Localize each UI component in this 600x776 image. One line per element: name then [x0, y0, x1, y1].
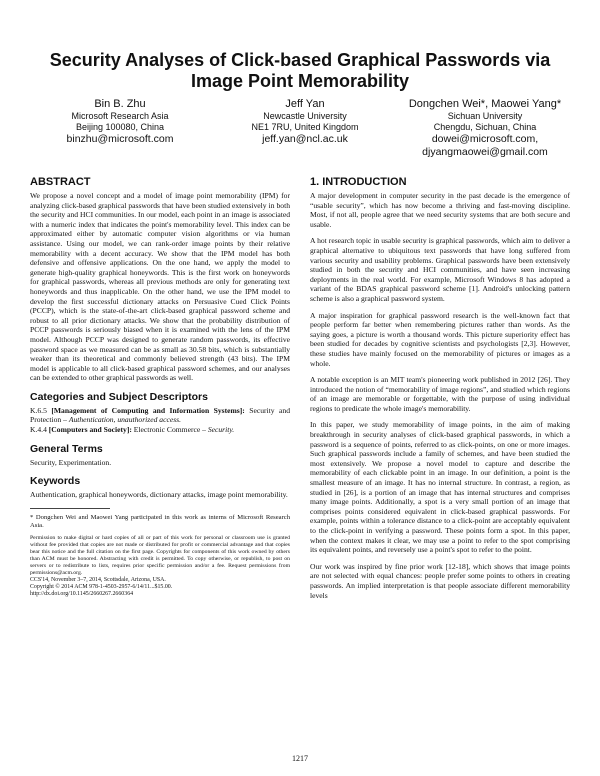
author-name: Jeff Yan [285, 98, 325, 110]
permission-notice: Permission to make digital or hard copies of all or part of this work for personal or classroom use is granted without fee provided that copies are not made or distributed for profit or commercial advantage and that copies bear this notice and the full citation on the first page. Copyrights for components of this work owned by others than ACM must be honored. Abstracting with credit is permitted. To copy otherwise, or republish, to post on servers or to redistribute to lists, requires prior specific permission and/or a fee. Request permissions from permissions@acm.org. [30, 535, 290, 576]
keywords-section [30, 475, 290, 500]
citation-copyright: Copyright © 2014 ACM 978-1-4503-2957-6/14/11...$15.00. [30, 583, 173, 590]
page-number: 1217 [292, 754, 308, 763]
author-name: Bin B. Zhu [94, 98, 146, 110]
author-address: Chengdu, Sichuan, China [433, 122, 537, 132]
author-address: NE1 7RU, United Kingdom [251, 122, 359, 132]
general-terms-text: Security, Experimentation. [30, 457, 112, 467]
category-code: K.6.5 [30, 405, 47, 415]
category-italic: Security. [207, 425, 235, 435]
author-block-2 [225, 98, 385, 146]
category-k44 [30, 425, 290, 435]
abstract-heading: ABSTRACT [30, 176, 91, 188]
author-address: Beijing 100080, China [75, 122, 165, 132]
intro-heading: 1. INTRODUCTION [310, 176, 407, 188]
intro-paragraph: In this paper, we study memorability of image points, in the aim of making breakthrough in security analyses of click-based graphical passwords, in which a password is a sequence of points, referred to as click-points, on one or more images. Such graphical passwords include a family of schemes, and have been studied the most extensively. We propose a novel model to capture and describe the memorability of each clickable point in an image. In our definition, a point is the smallest measure of an image. It has no internal structure. In contrast, a region, as studied in [26], is a portion of an image that has internal structures and comprises many image points. Additionally, a spot is a very small portion of an image that comprises points considered equivalent in click-based graphical passwords. For example, points within a tolerance distance to a click-point are acceptably equivalent to the click-point in verifying a password. These points form a spot. In this paper, when the context makes it clear, we may use a point to refer to the spot comprising its equivalent points, and reversely use a point's spot to refer to the point. [310, 420, 570, 555]
keywords-heading: Keywords [30, 475, 81, 488]
category-title: [Computers and Society]: [48, 425, 132, 435]
intro-paragraph: A major development in computer security in the past decade is the emergence of “usable security”, which has now become a thriving and fast-moving discipline. Most, if not all, people agree that we need security systems that are both secure and usable. [310, 191, 570, 229]
author-email[interactable]: jeff.yan@ncl.ac.uk [262, 133, 348, 145]
intern-footnote: * Dongchen Wei and Maowei Yang participated in this work as interns of Microsoft Research Asia. [30, 513, 290, 530]
categories-heading: Categories and Subject Descriptors [30, 390, 208, 403]
citation-venue: CCS'14, November 3–7, 2014, Scottsdale, Arizona, USA. [30, 576, 166, 583]
author-email[interactable]: binzhu@microsoft.com [66, 133, 174, 145]
intro-paragraph: A major inspiration for graphical password research is the well-known fact that people perform far better when remembering pictures rather than words. As the saying goes, a picture is worth a thousand words. This picture superiority effect has been studied for decades by cognitive scientists and psychologists [2,3]. However, these studies have mainly focused on the memorability of pictures or images as a whole. [310, 310, 570, 368]
author-name: Dongchen Wei*, Maowei Yang* [408, 98, 562, 110]
author-email[interactable]: dowei@microsoft.com, [431, 133, 539, 145]
author-affiliation: Sichuan University [447, 111, 523, 121]
category-italic: Authentication, unauthorized access. [68, 415, 182, 425]
author-block-3 [385, 98, 585, 159]
citation-doi[interactable]: http://dx.doi.org/10.1145/2660267.2660364 [30, 591, 134, 598]
intro-paragraph: Our work was inspired by fine prior work [12-18], which shows that image points are not selected with equal chances: people prefer some points to others in creating passwords. An implied interpretation is that people associate different memorability levels [310, 561, 570, 600]
author-block-1 [40, 98, 200, 146]
general-terms-heading: General Terms [30, 442, 103, 455]
categories-section [30, 391, 290, 435]
right-column [310, 176, 570, 607]
abstract-text: We propose a novel concept and a model of image point memorability (IPM) for analyzing click-based graphical passwords that have been studied extensively in both the security and HCI communities. In our model, each point in an image is associated with a numeric index that indicates the point's memorability level. This index can be approximated either by automatic computer vision algorithms or via human assistance. Using our model, we can rank-order image points by their relative memorability with a decent accuracy. We show that the IPM model has both defensive and offensive applications. On the one hand, we apply the model to generate high-quality graphical honeywords. This is the first work on honeywords for graphical passwords, whereas all previous methods are only for generating text honeywords and thus inapplicable. On the other hand, we use the IPM model to develop the first successful dictionary attacks on Persuasive Cued Click Points (PCCP), which is the state-of-the-art click-based graphical password scheme and robust to all prior dictionary attacks. We show that the probability distribution of PCCP passwords is seriously biased when it is examined with the lens of the IPM model. Although PCCP was designed to generate random passwords, its effective password space as we measured can be as small as 30.58 bits, which is substantially weaker than its theoretical and commonly believed strength (43 bits). The IPM model is applicable to all click-based graphical password schemes, and our analyses can be extended to other graphical passwords as well. [30, 191, 290, 383]
author-affiliation: Newcastle University [263, 111, 347, 121]
category-plain: Electronic Commerce – [133, 425, 206, 435]
general-terms-section [30, 443, 290, 468]
intro-paragraph: A notable exception is an MIT team's pioneering work published in 2012 [26]. They introduced the notion of “memorability of image regions”, and studied which regions of an image are memorable or forgettable, with the purpose of using individual regions to predicate the whole image's memorability. [310, 375, 570, 413]
category-k65 [30, 406, 290, 425]
category-plain: Security and Protection – [30, 405, 290, 425]
intro-paragraph: A hot research topic in usable security is graphical passwords, which aim to deliver a graphical alternative to ubiquitous text passwords that have long suffered from various security and usability problems. Graphical passwords have been extensively studied in both the security and HCI communities, and have seen increasing deployments in the real world. For example, Microsoft Windows 8 has adopted a variant of the BDAS graphical password scheme [1]. Android's unlocking pattern scheme is also a graphical password system. [310, 236, 570, 303]
keywords-text: Authentication, graphical honeywords, dictionary attacks, image point memorability. [30, 490, 288, 500]
author-affiliation: Microsoft Research Asia [71, 111, 169, 121]
paper-title: Security Analyses of Click-based Graphical Passwords via Image Point Memorability [49, 50, 551, 91]
category-code: K.4.4 [30, 425, 47, 435]
author-email[interactable]: djyangmaowei@gmail.com [422, 146, 548, 158]
left-column [30, 176, 290, 598]
abstract-section [30, 176, 290, 383]
footnote-divider [30, 508, 110, 509]
category-title: [Management of Computing and Information Systems]: [51, 405, 245, 415]
